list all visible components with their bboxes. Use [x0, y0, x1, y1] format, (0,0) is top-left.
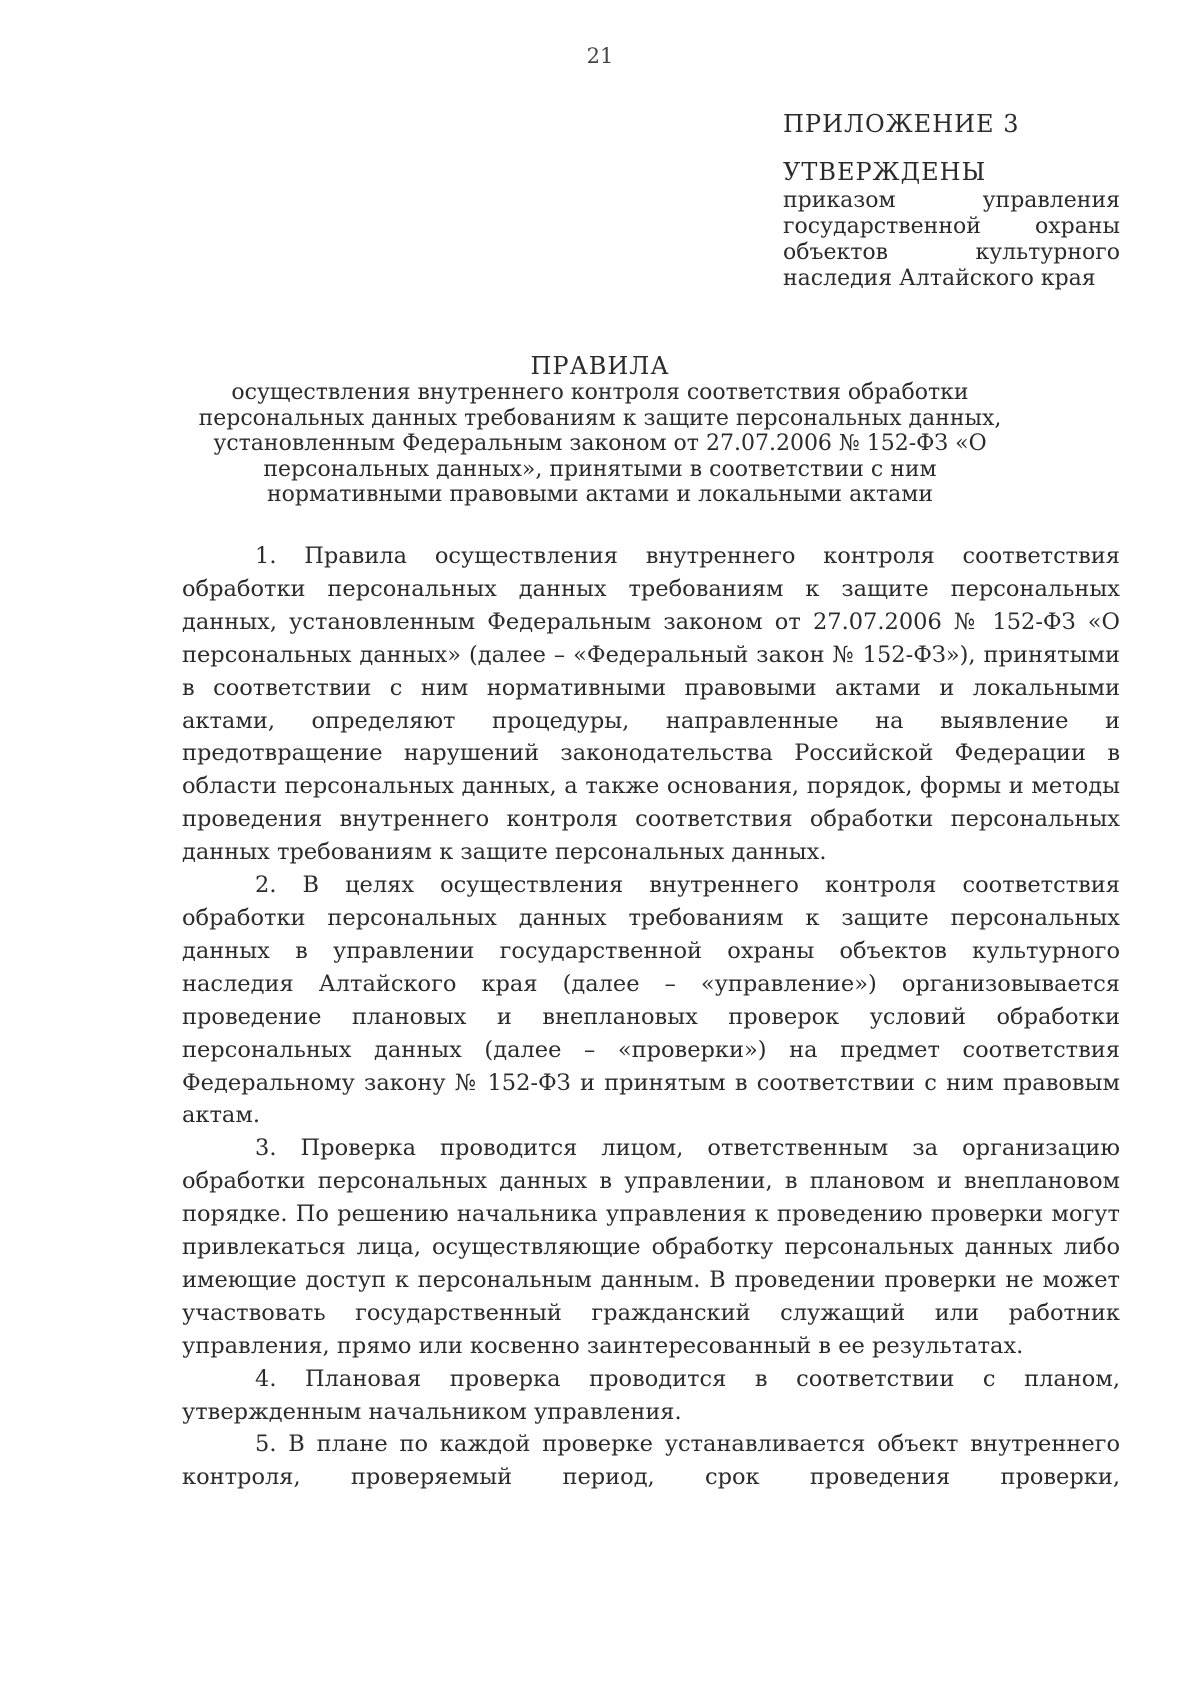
approved-by-block	[783, 188, 1120, 292]
approved-by-line: приказом управления	[783, 188, 1120, 213]
approved-label: УТВЕРЖДЕНЫ	[783, 158, 987, 186]
paragraph: 2. В целях осуществления внутреннего контроля соответствия обработки персональных данных требованиям к защите персональных данных в управлении государственной охраны объектов культурного наследия Алтайского края (далее – «управление») организовывается проведение плановых и внеплановых проверок условий обработки персональных данных (далее – «проверки») на предмет соответствия Федеральному закону № 152-ФЗ и принятым в соответствии с ним правовым актам.	[182, 872, 1120, 1129]
approved-by-line: наследия Алтайского края	[783, 266, 1096, 291]
page-number: 21	[586, 44, 614, 68]
appendix-label: ПРИЛОЖЕНИЕ 3	[783, 110, 1020, 138]
paragraph: 4. Плановая проверка проводится в соответствии с планом, утвержденным начальником управления.	[182, 1365, 1120, 1425]
document-subtitle: осуществления внутреннего контроля соответствия обработки персональных данных требованиям к защите персональных данных, установленным Федеральным законом от 27.07.2006 № 152-ФЗ «О персональных данных», принятыми в соответствии с ним нормативными правовыми актами и локальными актами	[198, 380, 1002, 507]
document-title: ПРАВИЛА	[530, 352, 670, 380]
approved-by-line: государственной охраны	[783, 214, 1120, 239]
paragraph: 5. В плане по каждой проверке устанавливается объект внутреннего контроля, проверяемый период, срок проведения проверки,	[182, 1431, 1120, 1491]
approved-by-line: объектов культурного	[783, 240, 1120, 265]
document-body	[182, 540, 1120, 1494]
paragraph: 3. Проверка проводится лицом, ответственным за организацию обработки персональных данных в управлении, в плановом и внеплановом порядке. По решению начальника управления к проведению проверки могут привлекаться лица, осуществляющие обработку персональных данных либо имеющие доступ к персональным данным. В проведении проверки не может участвовать государственный гражданский служащий или работник управления, прямо или косвенно заинтересованный в ее результатах.	[182, 1135, 1120, 1359]
paragraph: 1. Правила осуществления внутреннего контроля соответствия обработки персональных данных требованиям к защите персональных данных, установленным Федеральным законом от 27.07.2006 № 152-ФЗ «О персональных данных» (далее – «Федеральный закон № 152-ФЗ»), принятыми в соответствии с ним нормативными правовыми актами и локальными актами, определяют процедуры, направленные на выявление и предотвращение нарушений законодательства Российской Федерации в области персональных данных, а также основания, порядок, формы и методы проведения внутреннего контроля соответствия обработки персональных данных требованиям к защите персональных данных.	[182, 543, 1120, 866]
